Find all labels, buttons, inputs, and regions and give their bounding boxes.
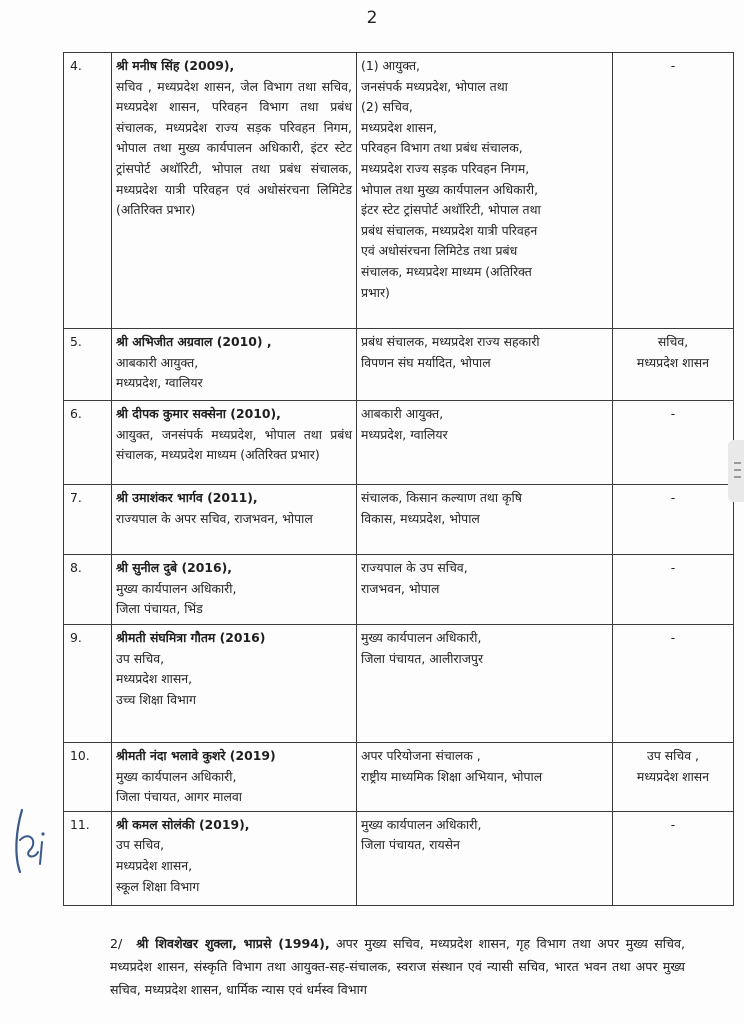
current-post-line: मध्यप्रदेश शासन,: [116, 671, 193, 687]
additional-charge-cell: [613, 329, 734, 401]
new-posting-line: इंटर स्टेट ट्रांसपोर्ट अथॉरिटी, भोपाल तथा: [361, 202, 541, 218]
serial-number-cell: 8.: [64, 555, 112, 625]
serial-number-cell: 6.: [64, 401, 112, 485]
current-post-line: मध्यप्रदेश शासन,: [116, 857, 193, 873]
additional-charge-line: -: [670, 816, 676, 832]
new-posting-line: जनसंपर्क मध्यप्रदेश, भोपाल तथा: [361, 78, 508, 94]
new-posting-line: प्रबंध संचालक, मध्यप्रदेश राज्य सहकारी: [361, 334, 540, 349]
officer-current-post-cell: [112, 53, 357, 329]
new-posting-line: प्रबंध संचालक, मध्यप्रदेश यात्री परिवहन: [361, 222, 538, 238]
current-post-line: स्कूल शिक्षा विभाग: [116, 878, 200, 894]
current-post-line: जिला पंचायत, आगर मालवा: [116, 789, 242, 805]
current-post-line: सचिव , मध्यप्रदेश शासन, जेल विभाग तथा सचिव, मध्यप्रदेश शासन, परिवहन विभाग तथा प्रबंध संचालक, मध्यप्रदेश राज्य सड़क परिवहन निगम, भोपाल तथा मुख्य कार्यपालन अधिकारी, इंटर स्टेट ट्रांसपोर्ट अथॉरिटी, भोपाल तथा प्रबंध संचालक, मध्यप्रदेश यात्री परिवहन एवं अधोसंरचना लिमिटेड (अतिरिक्त प्रभार): [116, 78, 352, 218]
new-posting-cell: [357, 743, 613, 812]
officer-name: श्री उमाशंकर भार्गव (2011),: [116, 490, 258, 505]
officer-current-post-cell: [112, 329, 357, 401]
paragraph-officer-name: श्री शिवशेखर शुक्ला, भाप्रसे (1994),: [136, 936, 330, 951]
new-posting-line: मुख्य कार्यपालन अधिकारी,: [361, 816, 482, 832]
officer-current-post-cell: [112, 811, 357, 905]
current-post-line: उच्च शिक्षा विभाग: [116, 691, 196, 707]
new-posting-line: मध्यप्रदेश राज्य सड़क परिवहन निगम,: [361, 160, 530, 176]
current-post-line: उप सचिव,: [116, 837, 165, 853]
new-posting-cell: [357, 555, 613, 625]
additional-charge-cell: [613, 485, 734, 555]
table-row: [64, 53, 734, 329]
new-posting-line: राष्ट्रीय माध्यमिक शिक्षा अभियान, भोपाल: [361, 768, 543, 784]
table-row: [64, 555, 734, 625]
order-paragraph-2: [110, 932, 685, 1001]
additional-charge-line: -: [670, 630, 676, 645]
new-posting-line: राज्यपाल के उप सचिव,: [361, 560, 468, 575]
new-posting-line: मध्यप्रदेश शासन,: [361, 119, 438, 135]
table-row: [64, 811, 734, 905]
new-posting-line: राजभवन, भोपाल: [361, 580, 440, 596]
table-row: [64, 329, 734, 401]
new-posting-line: अपर परियोजना संचालक ,: [361, 748, 481, 763]
additional-charge-line: -: [670, 406, 676, 421]
officer-name: श्री अभिजीत अग्रवाल (2010) ,: [116, 334, 272, 349]
current-post-line: आबकारी आयुक्त,: [116, 354, 199, 370]
officer-name: श्री कमल सोलंकी (2019),: [116, 816, 250, 832]
additional-charge-line: सचिव,: [657, 334, 689, 349]
signature-icon: [8, 800, 52, 880]
additional-charge-line: -: [670, 490, 676, 505]
new-posting-line: परिवहन विभाग तथा प्रबंध संचालक,: [361, 140, 523, 156]
new-posting-line: जिला पंचायत, आलीराजपुर: [361, 650, 484, 666]
additional-charge-cell: [613, 811, 734, 905]
paragraph-text: अपर मुख्य सचिव, मध्यप्रदेश शासन, गृह विभाग तथा अपर मुख्य सचिव, मध्यप्रदेश शासन, संस्कृति विभाग तथा आयुक्त-सह-संचालक, स्वराज संस्थान एवं न्यासी सचिव, भारत भवन तथा अपर मुख्य सचिव, मध्यप्रदेश शासन, धार्मिक न्यास एवं धर्मस्व विभाग: [110, 936, 685, 997]
new-posting-cell: [357, 625, 613, 743]
new-posting-line: एवं अधोसंरचना लिमिटेड तथा प्रबंध: [361, 243, 518, 259]
new-posting-line: प्रभार): [361, 284, 390, 300]
current-post-line: आयुक्त, जनसंपर्क मध्यप्रदेश, भोपाल तथा प्रबंध संचालक, मध्यप्रदेश माध्यम (अतिरिक्त प्रभार): [116, 426, 352, 463]
new-posting-line: मुख्य कार्यपालन अधिकारी,: [361, 630, 482, 645]
new-posting-cell: [357, 811, 613, 905]
officer-name: श्री मनीष सिंह (2009),: [116, 58, 235, 73]
additional-charge-line: उप सचिव ,: [647, 748, 699, 763]
officer-current-post-cell: [112, 485, 357, 555]
new-posting-line: संचालक, मध्यप्रदेश माध्यम (अतिरिक्त: [361, 263, 532, 279]
current-post-line: उप सचिव,: [116, 650, 165, 666]
additional-charge-line: मध्यप्रदेश शासन: [636, 354, 710, 370]
new-posting-line: जिला पंचायत, रायसेन: [361, 837, 460, 853]
additional-charge-cell: [613, 401, 734, 485]
current-post-line: जिला पंचायत, भिंड: [116, 601, 203, 617]
officer-name: श्री सुनील दुबे (2016),: [116, 560, 232, 575]
officer-current-post-cell: [112, 743, 357, 812]
serial-number-cell: 9.: [64, 625, 112, 743]
transfer-order-table: [63, 52, 734, 906]
serial-number-cell: 10.: [64, 743, 112, 812]
officer-name: श्रीमती संघमित्रा गौतम (2016): [116, 630, 266, 645]
additional-charge-cell: [613, 53, 734, 329]
paragraph-number: 2/: [110, 936, 123, 951]
current-post-line: राज्यपाल के अपर सचिव, राजभवन, भोपाल: [116, 510, 313, 526]
additional-charge-line: -: [670, 560, 676, 575]
new-posting-line: आबकारी आयुक्त,: [361, 406, 444, 421]
new-posting-line: भोपाल तथा मुख्य कार्यपालन अधिकारी,: [361, 181, 539, 197]
current-post-line: मुख्य कार्यपालन अधिकारी,: [116, 580, 237, 596]
new-posting-line: विकास, मध्यप्रदेश, भोपाल: [361, 510, 480, 526]
new-posting-line: मध्यप्रदेश, ग्वालियर: [361, 426, 448, 442]
officer-current-post-cell: [112, 625, 357, 743]
new-posting-line: विपणन संघ मर्यादित, भोपाल: [361, 354, 491, 370]
new-posting-line: (1) आयुक्त,: [361, 58, 420, 73]
page-number: 2: [366, 8, 378, 28]
additional-charge-cell: [613, 625, 734, 743]
serial-number-cell: 11.: [64, 811, 112, 905]
new-posting-cell: [357, 53, 613, 329]
serial-number-cell: 5.: [64, 329, 112, 401]
additional-charge-line: मध्यप्रदेश शासन: [636, 768, 710, 784]
new-posting-cell: [357, 485, 613, 555]
officer-current-post-cell: [112, 555, 357, 625]
officer-name: श्रीमती नंदा भलावे कुशरे (2019): [116, 748, 276, 763]
table-row: [64, 485, 734, 555]
serial-number-cell: 7.: [64, 485, 112, 555]
new-posting-cell: [357, 401, 613, 485]
side-menu-tab[interactable]: [728, 440, 744, 502]
officer-name: श्री दीपक कुमार सक्सेना (2010),: [116, 406, 281, 421]
officer-current-post-cell: [112, 401, 357, 485]
additional-charge-cell: [613, 743, 734, 812]
new-posting-cell: [357, 329, 613, 401]
new-posting-line: संचालक, किसान कल्याण तथा कृषि: [361, 490, 522, 505]
table-row: [64, 743, 734, 812]
additional-charge-cell: [613, 555, 734, 625]
table-row: [64, 401, 734, 485]
table-row: [64, 625, 734, 743]
additional-charge-line: -: [670, 58, 676, 73]
current-post-line: मुख्य कार्यपालन अधिकारी,: [116, 768, 237, 784]
serial-number-cell: 4.: [64, 53, 112, 329]
current-post-line: मध्यप्रदेश, ग्वालियर: [116, 375, 203, 391]
new-posting-line: (2) सचिव,: [361, 99, 413, 115]
